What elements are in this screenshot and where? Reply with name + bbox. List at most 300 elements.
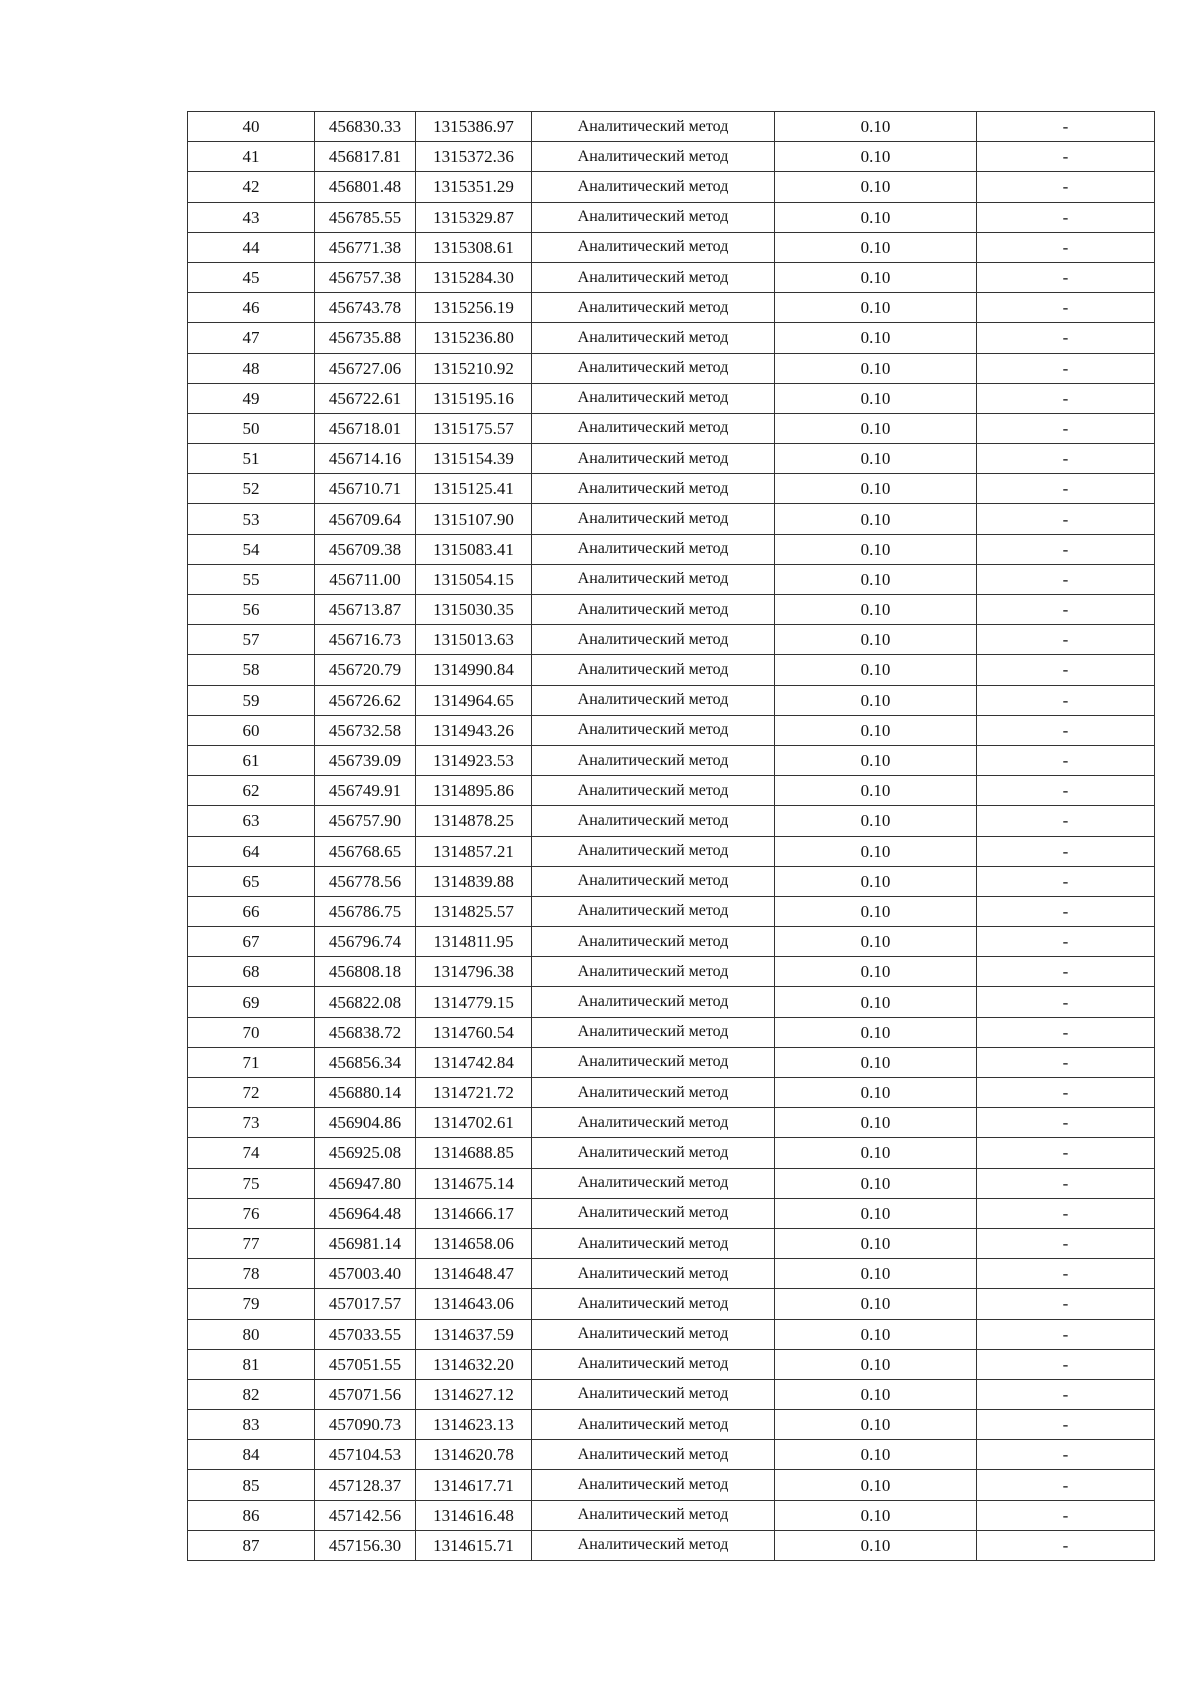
- accuracy-cell: 0.10: [775, 866, 977, 896]
- accuracy-cell: 0.10: [775, 232, 977, 262]
- y-coordinate-cell: 1314637.59: [416, 1319, 532, 1349]
- method-cell: Аналитический метод: [532, 1108, 775, 1138]
- point-number-cell: 74: [188, 1138, 315, 1168]
- table-row: [188, 353, 1155, 383]
- method-cell: Аналитический метод: [532, 383, 775, 413]
- coordinates-table-body: [188, 112, 1155, 1561]
- point-number-cell: 50: [188, 413, 315, 443]
- accuracy-cell: 0.10: [775, 504, 977, 534]
- table-row: [188, 413, 1155, 443]
- method-cell: Аналитический метод: [532, 1440, 775, 1470]
- point-number-cell: 79: [188, 1289, 315, 1319]
- note-cell: -: [977, 444, 1155, 474]
- method-cell: Аналитический метод: [532, 927, 775, 957]
- point-number-cell: 62: [188, 776, 315, 806]
- y-coordinate-cell: 1314760.54: [416, 1017, 532, 1047]
- method-cell: Аналитический метод: [532, 504, 775, 534]
- accuracy-cell: 0.10: [775, 474, 977, 504]
- accuracy-cell: 0.10: [775, 715, 977, 745]
- point-number-cell: 58: [188, 655, 315, 685]
- method-cell: Аналитический метод: [532, 1319, 775, 1349]
- point-number-cell: 63: [188, 806, 315, 836]
- x-coordinate-cell: 456801.48: [315, 172, 416, 202]
- y-coordinate-cell: 1314796.38: [416, 957, 532, 987]
- x-coordinate-cell: 456856.34: [315, 1047, 416, 1077]
- accuracy-cell: 0.10: [775, 1047, 977, 1077]
- x-coordinate-cell: 456981.14: [315, 1228, 416, 1258]
- method-cell: Аналитический метод: [532, 413, 775, 443]
- x-coordinate-cell: 456709.64: [315, 504, 416, 534]
- table-row: [188, 262, 1155, 292]
- point-number-cell: 51: [188, 444, 315, 474]
- x-coordinate-cell: 456714.16: [315, 444, 416, 474]
- accuracy-cell: 0.10: [775, 444, 977, 474]
- x-coordinate-cell: 456771.38: [315, 232, 416, 262]
- accuracy-cell: 0.10: [775, 1440, 977, 1470]
- note-cell: -: [977, 262, 1155, 292]
- table-row: [188, 142, 1155, 172]
- method-cell: Аналитический метод: [532, 595, 775, 625]
- method-cell: Аналитический метод: [532, 1138, 775, 1168]
- accuracy-cell: 0.10: [775, 655, 977, 685]
- x-coordinate-cell: 456727.06: [315, 353, 416, 383]
- y-coordinate-cell: 1315013.63: [416, 625, 532, 655]
- y-coordinate-cell: 1315386.97: [416, 112, 532, 142]
- point-number-cell: 81: [188, 1349, 315, 1379]
- y-coordinate-cell: 1315107.90: [416, 504, 532, 534]
- x-coordinate-cell: 456947.80: [315, 1168, 416, 1198]
- table-row: [188, 1017, 1155, 1047]
- table-row: [188, 383, 1155, 413]
- method-cell: Аналитический метод: [532, 1017, 775, 1047]
- point-number-cell: 56: [188, 595, 315, 625]
- table-row: [188, 836, 1155, 866]
- method-cell: Аналитический метод: [532, 202, 775, 232]
- y-coordinate-cell: 1314742.84: [416, 1047, 532, 1077]
- point-number-cell: 76: [188, 1198, 315, 1228]
- note-cell: -: [977, 1198, 1155, 1228]
- note-cell: -: [977, 896, 1155, 926]
- table-row: [188, 1078, 1155, 1108]
- accuracy-cell: 0.10: [775, 383, 977, 413]
- table-row: [188, 172, 1155, 202]
- y-coordinate-cell: 1315030.35: [416, 595, 532, 625]
- note-cell: -: [977, 323, 1155, 353]
- method-cell: Аналитический метод: [532, 896, 775, 926]
- method-cell: Аналитический метод: [532, 564, 775, 594]
- table-row: [188, 1440, 1155, 1470]
- table-row: [188, 1047, 1155, 1077]
- accuracy-cell: 0.10: [775, 534, 977, 564]
- note-cell: -: [977, 927, 1155, 957]
- method-cell: Аналитический метод: [532, 1289, 775, 1319]
- accuracy-cell: 0.10: [775, 353, 977, 383]
- x-coordinate-cell: 457017.57: [315, 1289, 416, 1319]
- y-coordinate-cell: 1314990.84: [416, 655, 532, 685]
- x-coordinate-cell: 456711.00: [315, 564, 416, 594]
- method-cell: Аналитический метод: [532, 293, 775, 323]
- note-cell: -: [977, 866, 1155, 896]
- x-coordinate-cell: 456838.72: [315, 1017, 416, 1047]
- note-cell: -: [977, 655, 1155, 685]
- accuracy-cell: 0.10: [775, 987, 977, 1017]
- x-coordinate-cell: 457033.55: [315, 1319, 416, 1349]
- method-cell: Аналитический метод: [532, 1470, 775, 1500]
- accuracy-cell: 0.10: [775, 262, 977, 292]
- x-coordinate-cell: 456726.62: [315, 685, 416, 715]
- method-cell: Аналитический метод: [532, 172, 775, 202]
- table-row: [188, 896, 1155, 926]
- table-row: [188, 866, 1155, 896]
- accuracy-cell: 0.10: [775, 1500, 977, 1530]
- note-cell: -: [977, 1319, 1155, 1349]
- accuracy-cell: 0.10: [775, 1289, 977, 1319]
- note-cell: -: [977, 987, 1155, 1017]
- accuracy-cell: 0.10: [775, 142, 977, 172]
- note-cell: -: [977, 504, 1155, 534]
- x-coordinate-cell: 456716.73: [315, 625, 416, 655]
- note-cell: -: [977, 625, 1155, 655]
- point-number-cell: 77: [188, 1228, 315, 1258]
- method-cell: Аналитический метод: [532, 1168, 775, 1198]
- table-row: [188, 444, 1155, 474]
- x-coordinate-cell: 457051.55: [315, 1349, 416, 1379]
- note-cell: -: [977, 1078, 1155, 1108]
- point-number-cell: 75: [188, 1168, 315, 1198]
- table-row: [188, 806, 1155, 836]
- table-row: [188, 1168, 1155, 1198]
- table-row: [188, 745, 1155, 775]
- point-number-cell: 52: [188, 474, 315, 504]
- table-row: [188, 685, 1155, 715]
- x-coordinate-cell: 456786.75: [315, 896, 416, 926]
- y-coordinate-cell: 1314688.85: [416, 1138, 532, 1168]
- point-number-cell: 41: [188, 142, 315, 172]
- accuracy-cell: 0.10: [775, 957, 977, 987]
- table-row: [188, 1259, 1155, 1289]
- y-coordinate-cell: 1314923.53: [416, 745, 532, 775]
- table-row: [188, 504, 1155, 534]
- table-row: [188, 112, 1155, 142]
- accuracy-cell: 0.10: [775, 1410, 977, 1440]
- accuracy-cell: 0.10: [775, 112, 977, 142]
- x-coordinate-cell: 456735.88: [315, 323, 416, 353]
- x-coordinate-cell: 456718.01: [315, 413, 416, 443]
- y-coordinate-cell: 1314721.72: [416, 1078, 532, 1108]
- method-cell: Аналитический метод: [532, 534, 775, 564]
- note-cell: -: [977, 232, 1155, 262]
- note-cell: -: [977, 383, 1155, 413]
- y-coordinate-cell: 1315308.61: [416, 232, 532, 262]
- note-cell: -: [977, 776, 1155, 806]
- note-cell: -: [977, 1168, 1155, 1198]
- y-coordinate-cell: 1314648.47: [416, 1259, 532, 1289]
- method-cell: Аналитический метод: [532, 1379, 775, 1409]
- point-number-cell: 43: [188, 202, 315, 232]
- y-coordinate-cell: 1314964.65: [416, 685, 532, 715]
- y-coordinate-cell: 1314857.21: [416, 836, 532, 866]
- y-coordinate-cell: 1315256.19: [416, 293, 532, 323]
- point-number-cell: 54: [188, 534, 315, 564]
- table-row: [188, 625, 1155, 655]
- method-cell: Аналитический метод: [532, 1530, 775, 1560]
- note-cell: -: [977, 836, 1155, 866]
- accuracy-cell: 0.10: [775, 293, 977, 323]
- method-cell: Аналитический метод: [532, 776, 775, 806]
- point-number-cell: 40: [188, 112, 315, 142]
- accuracy-cell: 0.10: [775, 1319, 977, 1349]
- accuracy-cell: 0.10: [775, 1168, 977, 1198]
- method-cell: Аналитический метод: [532, 1349, 775, 1379]
- x-coordinate-cell: 456720.79: [315, 655, 416, 685]
- x-coordinate-cell: 456749.91: [315, 776, 416, 806]
- note-cell: -: [977, 353, 1155, 383]
- note-cell: -: [977, 1410, 1155, 1440]
- y-coordinate-cell: 1314666.17: [416, 1198, 532, 1228]
- method-cell: Аналитический метод: [532, 112, 775, 142]
- note-cell: -: [977, 202, 1155, 232]
- x-coordinate-cell: 456808.18: [315, 957, 416, 987]
- point-number-cell: 66: [188, 896, 315, 926]
- method-cell: Аналитический метод: [532, 1259, 775, 1289]
- point-number-cell: 46: [188, 293, 315, 323]
- y-coordinate-cell: 1314620.78: [416, 1440, 532, 1470]
- table-row: [188, 776, 1155, 806]
- point-number-cell: 83: [188, 1410, 315, 1440]
- point-number-cell: 87: [188, 1530, 315, 1560]
- point-number-cell: 47: [188, 323, 315, 353]
- accuracy-cell: 0.10: [775, 413, 977, 443]
- method-cell: Аналитический метод: [532, 1410, 775, 1440]
- y-coordinate-cell: 1315195.16: [416, 383, 532, 413]
- point-number-cell: 55: [188, 564, 315, 594]
- accuracy-cell: 0.10: [775, 685, 977, 715]
- method-cell: Аналитический метод: [532, 866, 775, 896]
- note-cell: -: [977, 112, 1155, 142]
- x-coordinate-cell: 456722.61: [315, 383, 416, 413]
- table-row: [188, 474, 1155, 504]
- y-coordinate-cell: 1314702.61: [416, 1108, 532, 1138]
- note-cell: -: [977, 474, 1155, 504]
- note-cell: -: [977, 1379, 1155, 1409]
- x-coordinate-cell: 456743.78: [315, 293, 416, 323]
- table-row: [188, 323, 1155, 353]
- point-number-cell: 42: [188, 172, 315, 202]
- note-cell: -: [977, 957, 1155, 987]
- table-row: [188, 1470, 1155, 1500]
- point-number-cell: 68: [188, 957, 315, 987]
- x-coordinate-cell: 456785.55: [315, 202, 416, 232]
- point-number-cell: 60: [188, 715, 315, 745]
- x-coordinate-cell: 456880.14: [315, 1078, 416, 1108]
- note-cell: -: [977, 1440, 1155, 1470]
- accuracy-cell: 0.10: [775, 1017, 977, 1047]
- y-coordinate-cell: 1314632.20: [416, 1349, 532, 1379]
- x-coordinate-cell: 456904.86: [315, 1108, 416, 1138]
- x-coordinate-cell: 457071.56: [315, 1379, 416, 1409]
- note-cell: -: [977, 1017, 1155, 1047]
- accuracy-cell: 0.10: [775, 323, 977, 353]
- accuracy-cell: 0.10: [775, 1470, 977, 1500]
- point-number-cell: 80: [188, 1319, 315, 1349]
- point-number-cell: 73: [188, 1108, 315, 1138]
- y-coordinate-cell: 1314658.06: [416, 1228, 532, 1258]
- y-coordinate-cell: 1314895.86: [416, 776, 532, 806]
- table-row: [188, 987, 1155, 1017]
- x-coordinate-cell: 456830.33: [315, 112, 416, 142]
- accuracy-cell: 0.10: [775, 202, 977, 232]
- note-cell: -: [977, 1470, 1155, 1500]
- note-cell: -: [977, 1108, 1155, 1138]
- table-row: [188, 715, 1155, 745]
- accuracy-cell: 0.10: [775, 776, 977, 806]
- x-coordinate-cell: 457128.37: [315, 1470, 416, 1500]
- point-number-cell: 65: [188, 866, 315, 896]
- note-cell: -: [977, 715, 1155, 745]
- x-coordinate-cell: 456713.87: [315, 595, 416, 625]
- x-coordinate-cell: 456757.38: [315, 262, 416, 292]
- note-cell: -: [977, 142, 1155, 172]
- y-coordinate-cell: 1314643.06: [416, 1289, 532, 1319]
- note-cell: -: [977, 564, 1155, 594]
- table-row: [188, 202, 1155, 232]
- accuracy-cell: 0.10: [775, 1530, 977, 1560]
- y-coordinate-cell: 1315125.41: [416, 474, 532, 504]
- accuracy-cell: 0.10: [775, 836, 977, 866]
- point-number-cell: 71: [188, 1047, 315, 1077]
- method-cell: Аналитический метод: [532, 957, 775, 987]
- point-number-cell: 45: [188, 262, 315, 292]
- table-row: [188, 927, 1155, 957]
- x-coordinate-cell: 456817.81: [315, 142, 416, 172]
- y-coordinate-cell: 1314811.95: [416, 927, 532, 957]
- table-row: [188, 595, 1155, 625]
- x-coordinate-cell: 457003.40: [315, 1259, 416, 1289]
- table-row: [188, 1500, 1155, 1530]
- y-coordinate-cell: 1314617.71: [416, 1470, 532, 1500]
- x-coordinate-cell: 456796.74: [315, 927, 416, 957]
- note-cell: -: [977, 595, 1155, 625]
- table-row: [188, 1410, 1155, 1440]
- y-coordinate-cell: 1314623.13: [416, 1410, 532, 1440]
- method-cell: Аналитический метод: [532, 323, 775, 353]
- table-row: [188, 957, 1155, 987]
- y-coordinate-cell: 1314943.26: [416, 715, 532, 745]
- x-coordinate-cell: 456709.38: [315, 534, 416, 564]
- accuracy-cell: 0.10: [775, 564, 977, 594]
- y-coordinate-cell: 1314615.71: [416, 1530, 532, 1560]
- y-coordinate-cell: 1315372.36: [416, 142, 532, 172]
- method-cell: Аналитический метод: [532, 655, 775, 685]
- note-cell: -: [977, 534, 1155, 564]
- point-number-cell: 70: [188, 1017, 315, 1047]
- accuracy-cell: 0.10: [775, 1259, 977, 1289]
- point-number-cell: 84: [188, 1440, 315, 1470]
- y-coordinate-cell: 1315054.15: [416, 564, 532, 594]
- note-cell: -: [977, 1138, 1155, 1168]
- point-number-cell: 78: [188, 1259, 315, 1289]
- point-number-cell: 86: [188, 1500, 315, 1530]
- note-cell: -: [977, 1259, 1155, 1289]
- table-row: [188, 1349, 1155, 1379]
- note-cell: -: [977, 745, 1155, 775]
- accuracy-cell: 0.10: [775, 806, 977, 836]
- table-row: [188, 1228, 1155, 1258]
- y-coordinate-cell: 1315351.29: [416, 172, 532, 202]
- method-cell: Аналитический метод: [532, 353, 775, 383]
- x-coordinate-cell: 456757.90: [315, 806, 416, 836]
- table-row: [188, 655, 1155, 685]
- x-coordinate-cell: 456739.09: [315, 745, 416, 775]
- accuracy-cell: 0.10: [775, 896, 977, 926]
- x-coordinate-cell: 456778.56: [315, 866, 416, 896]
- x-coordinate-cell: 457104.53: [315, 1440, 416, 1470]
- accuracy-cell: 0.10: [775, 1108, 977, 1138]
- table-row: [188, 1530, 1155, 1560]
- note-cell: -: [977, 1500, 1155, 1530]
- method-cell: Аналитический метод: [532, 806, 775, 836]
- note-cell: -: [977, 1349, 1155, 1379]
- note-cell: -: [977, 1289, 1155, 1319]
- table-row: [188, 1289, 1155, 1319]
- coordinates-table: [187, 111, 1155, 1561]
- table-row: [188, 1138, 1155, 1168]
- x-coordinate-cell: 456710.71: [315, 474, 416, 504]
- note-cell: -: [977, 1228, 1155, 1258]
- x-coordinate-cell: 456925.08: [315, 1138, 416, 1168]
- accuracy-cell: 0.10: [775, 745, 977, 775]
- x-coordinate-cell: 457142.56: [315, 1500, 416, 1530]
- accuracy-cell: 0.10: [775, 172, 977, 202]
- point-number-cell: 59: [188, 685, 315, 715]
- point-number-cell: 67: [188, 927, 315, 957]
- table-row: [188, 534, 1155, 564]
- note-cell: -: [977, 293, 1155, 323]
- method-cell: Аналитический метод: [532, 474, 775, 504]
- accuracy-cell: 0.10: [775, 1349, 977, 1379]
- point-number-cell: 53: [188, 504, 315, 534]
- note-cell: -: [977, 1047, 1155, 1077]
- method-cell: Аналитический метод: [532, 1078, 775, 1108]
- x-coordinate-cell: 456732.58: [315, 715, 416, 745]
- y-coordinate-cell: 1314839.88: [416, 866, 532, 896]
- table-row: [188, 1108, 1155, 1138]
- accuracy-cell: 0.10: [775, 1228, 977, 1258]
- table-row: [188, 564, 1155, 594]
- point-number-cell: 61: [188, 745, 315, 775]
- table-row: [188, 232, 1155, 262]
- y-coordinate-cell: 1314825.57: [416, 896, 532, 926]
- method-cell: Аналитический метод: [532, 685, 775, 715]
- point-number-cell: 85: [188, 1470, 315, 1500]
- y-coordinate-cell: 1315154.39: [416, 444, 532, 474]
- method-cell: Аналитический метод: [532, 987, 775, 1017]
- x-coordinate-cell: 457156.30: [315, 1530, 416, 1560]
- method-cell: Аналитический метод: [532, 1198, 775, 1228]
- accuracy-cell: 0.10: [775, 625, 977, 655]
- point-number-cell: 69: [188, 987, 315, 1017]
- x-coordinate-cell: 457090.73: [315, 1410, 416, 1440]
- x-coordinate-cell: 456822.08: [315, 987, 416, 1017]
- method-cell: Аналитический метод: [532, 745, 775, 775]
- note-cell: -: [977, 172, 1155, 202]
- method-cell: Аналитический метод: [532, 1228, 775, 1258]
- method-cell: Аналитический метод: [532, 715, 775, 745]
- table-row: [188, 1198, 1155, 1228]
- accuracy-cell: 0.10: [775, 1078, 977, 1108]
- point-number-cell: 82: [188, 1379, 315, 1409]
- y-coordinate-cell: 1315210.92: [416, 353, 532, 383]
